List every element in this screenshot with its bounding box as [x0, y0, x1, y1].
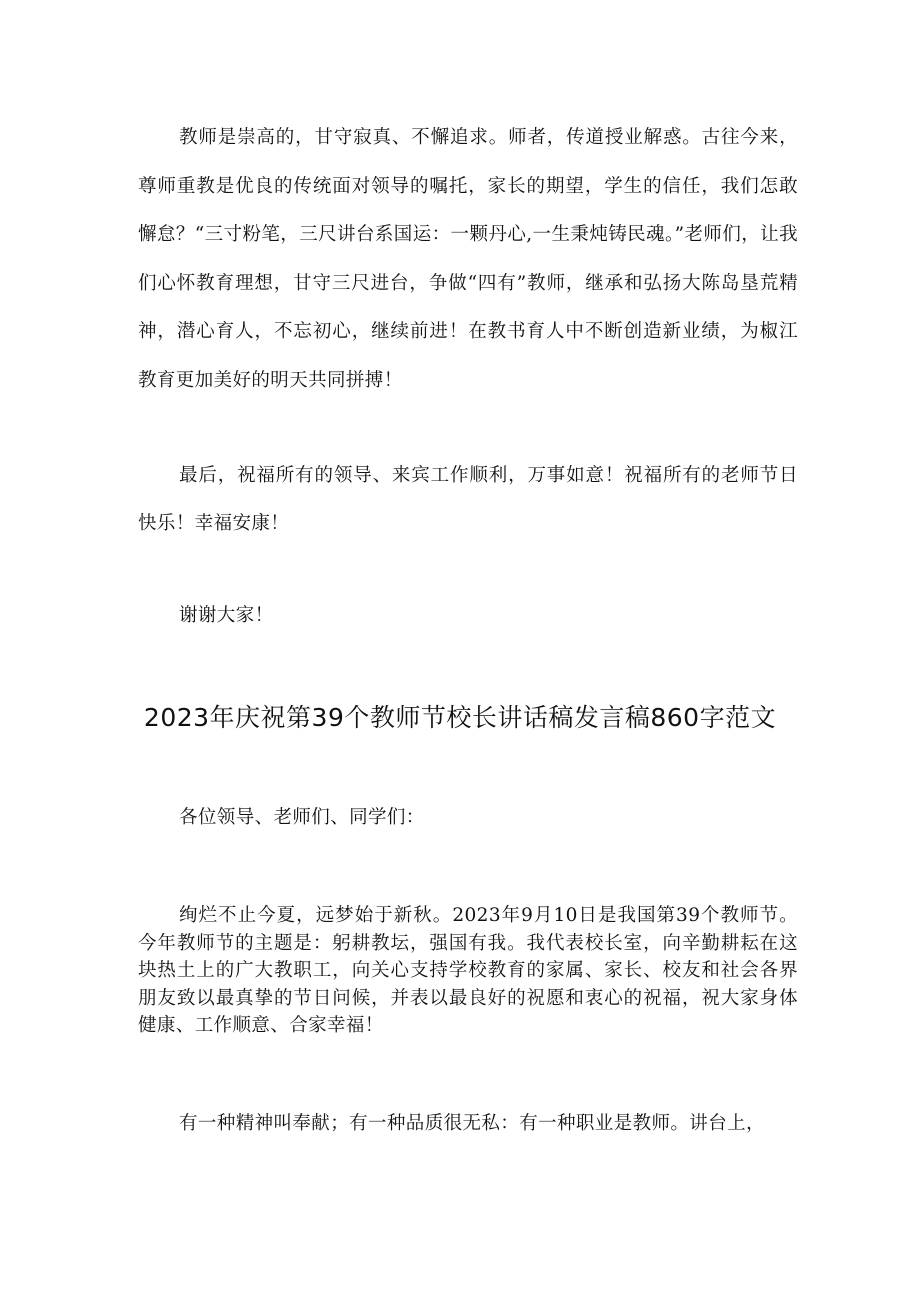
article-title: 2023年庆祝第39个教师节校长讲话稿发言稿860字范文	[143, 703, 777, 732]
greeting-line: 各位领导、老师们、同学们：	[179, 807, 425, 828]
paragraph-blessing: 最后，祝福所有的领导、来宾工作顺利，万事如意！祝福所有的老师节日快乐！幸福安康！	[138, 465, 798, 534]
paragraph-thanks: 谢谢大家！	[179, 605, 274, 626]
paragraph-teacher-spirit: 教师是崇高的，甘守寂真、不懈追求。师者，传道授业解惑。古往今来，尊师重教是优良的传统面对领导的嘱托，家长的期望，学生的信任，我们怎敢懈怠？“三寸粉笔，三尺讲台系国运：一颗丹心,一生秉炖铸民魂。”老师们，让我们心怀教育理想，甘守三尺进台，争做“四有”教师，继承和弘扬大陈岛垦荒精神，潜心育人，不忘初心，继续前进！在教书育人中不断创造新业绩，为椒江教育更加美好的明天共同拼搏！	[138, 127, 798, 391]
paragraph-dedication: 有一种精神叫奉献；有一种品质很无私：有一种职业是教师。讲台上，	[179, 1113, 765, 1134]
paragraph-teachers-day: 绚烂不止今夏，远梦始于新秋。2023年9月10日是我国第39个教师节。今年教师节的主题是：躬耕教坛，强国有我。我代表校长室，向辛勤耕耘在这块热土上的广大教职工，向关心支持学校教育的家属、家长、校友和社会各界朋友致以最真挚的节日问候，并表以最良好的祝愿和衷心的祝福，祝大家身体健康、工作顺意、合家幸福！	[138, 905, 798, 1036]
